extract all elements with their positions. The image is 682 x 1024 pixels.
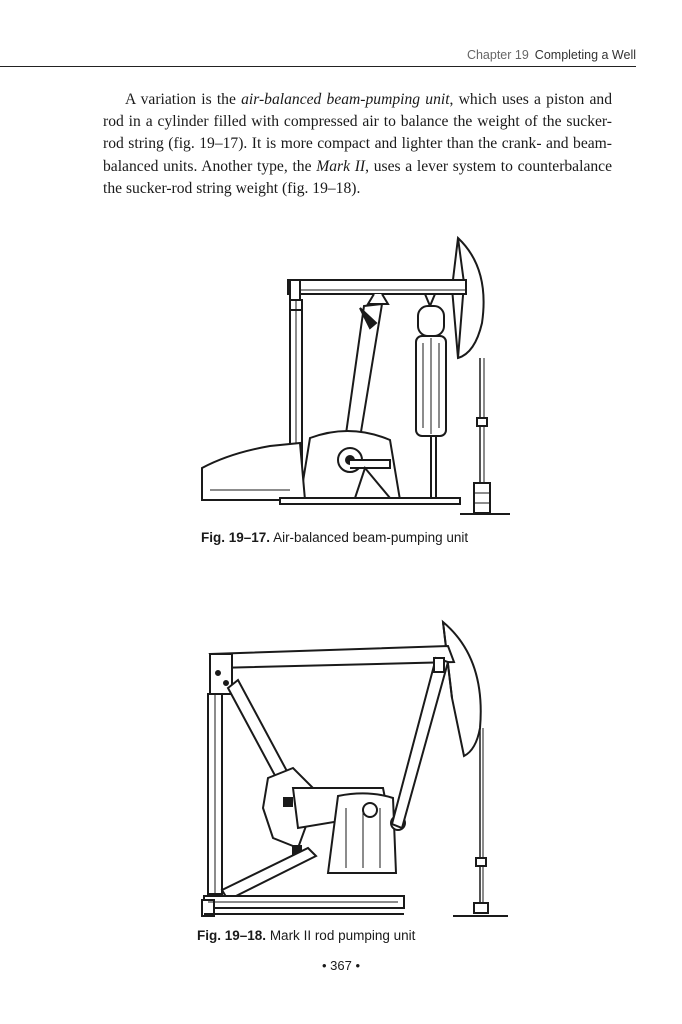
term-air-balanced-unit: air-balanced beam-pumping unit xyxy=(241,91,450,108)
page-number: • 367 • xyxy=(321,958,361,973)
running-header xyxy=(0,44,636,67)
figure-19-18-label: Fig. 19–18. xyxy=(197,928,267,943)
chapter-title: Completing a Well xyxy=(534,48,636,62)
figure-19-17-caption-text: Air-balanced beam-pumping unit xyxy=(273,530,469,545)
paragraph-part-3: , uses a lever system to counterbalance the sucker-rod string weight (fig. 19–18). xyxy=(103,157,612,197)
figure-19-18-caption xyxy=(197,928,415,943)
figure-19-18-caption-text: Mark II rod pumping unit xyxy=(269,928,416,943)
chapter-number: Chapter 19 xyxy=(466,48,529,62)
figure-19-17-label: Fig. 19–17. xyxy=(201,530,271,545)
figure-19-17-illustration xyxy=(190,228,530,523)
paragraph-part-2: , which uses a piston and rod in a cylinder filled with compressed air to balance the weight of the sucker-rod string (fig. 19–17). It is more compact and lighter than the crank- and beam-balanced units. Another type, the xyxy=(103,91,612,175)
body-paragraph xyxy=(103,89,612,200)
chapter-heading xyxy=(467,48,636,62)
figure-19-17-caption xyxy=(201,530,468,545)
paragraph-part-1: A variation is the xyxy=(125,91,242,108)
term-mark-ii: Mark II xyxy=(316,157,366,175)
figure-19-18-illustration xyxy=(198,618,510,920)
paragraph-text xyxy=(103,89,612,200)
